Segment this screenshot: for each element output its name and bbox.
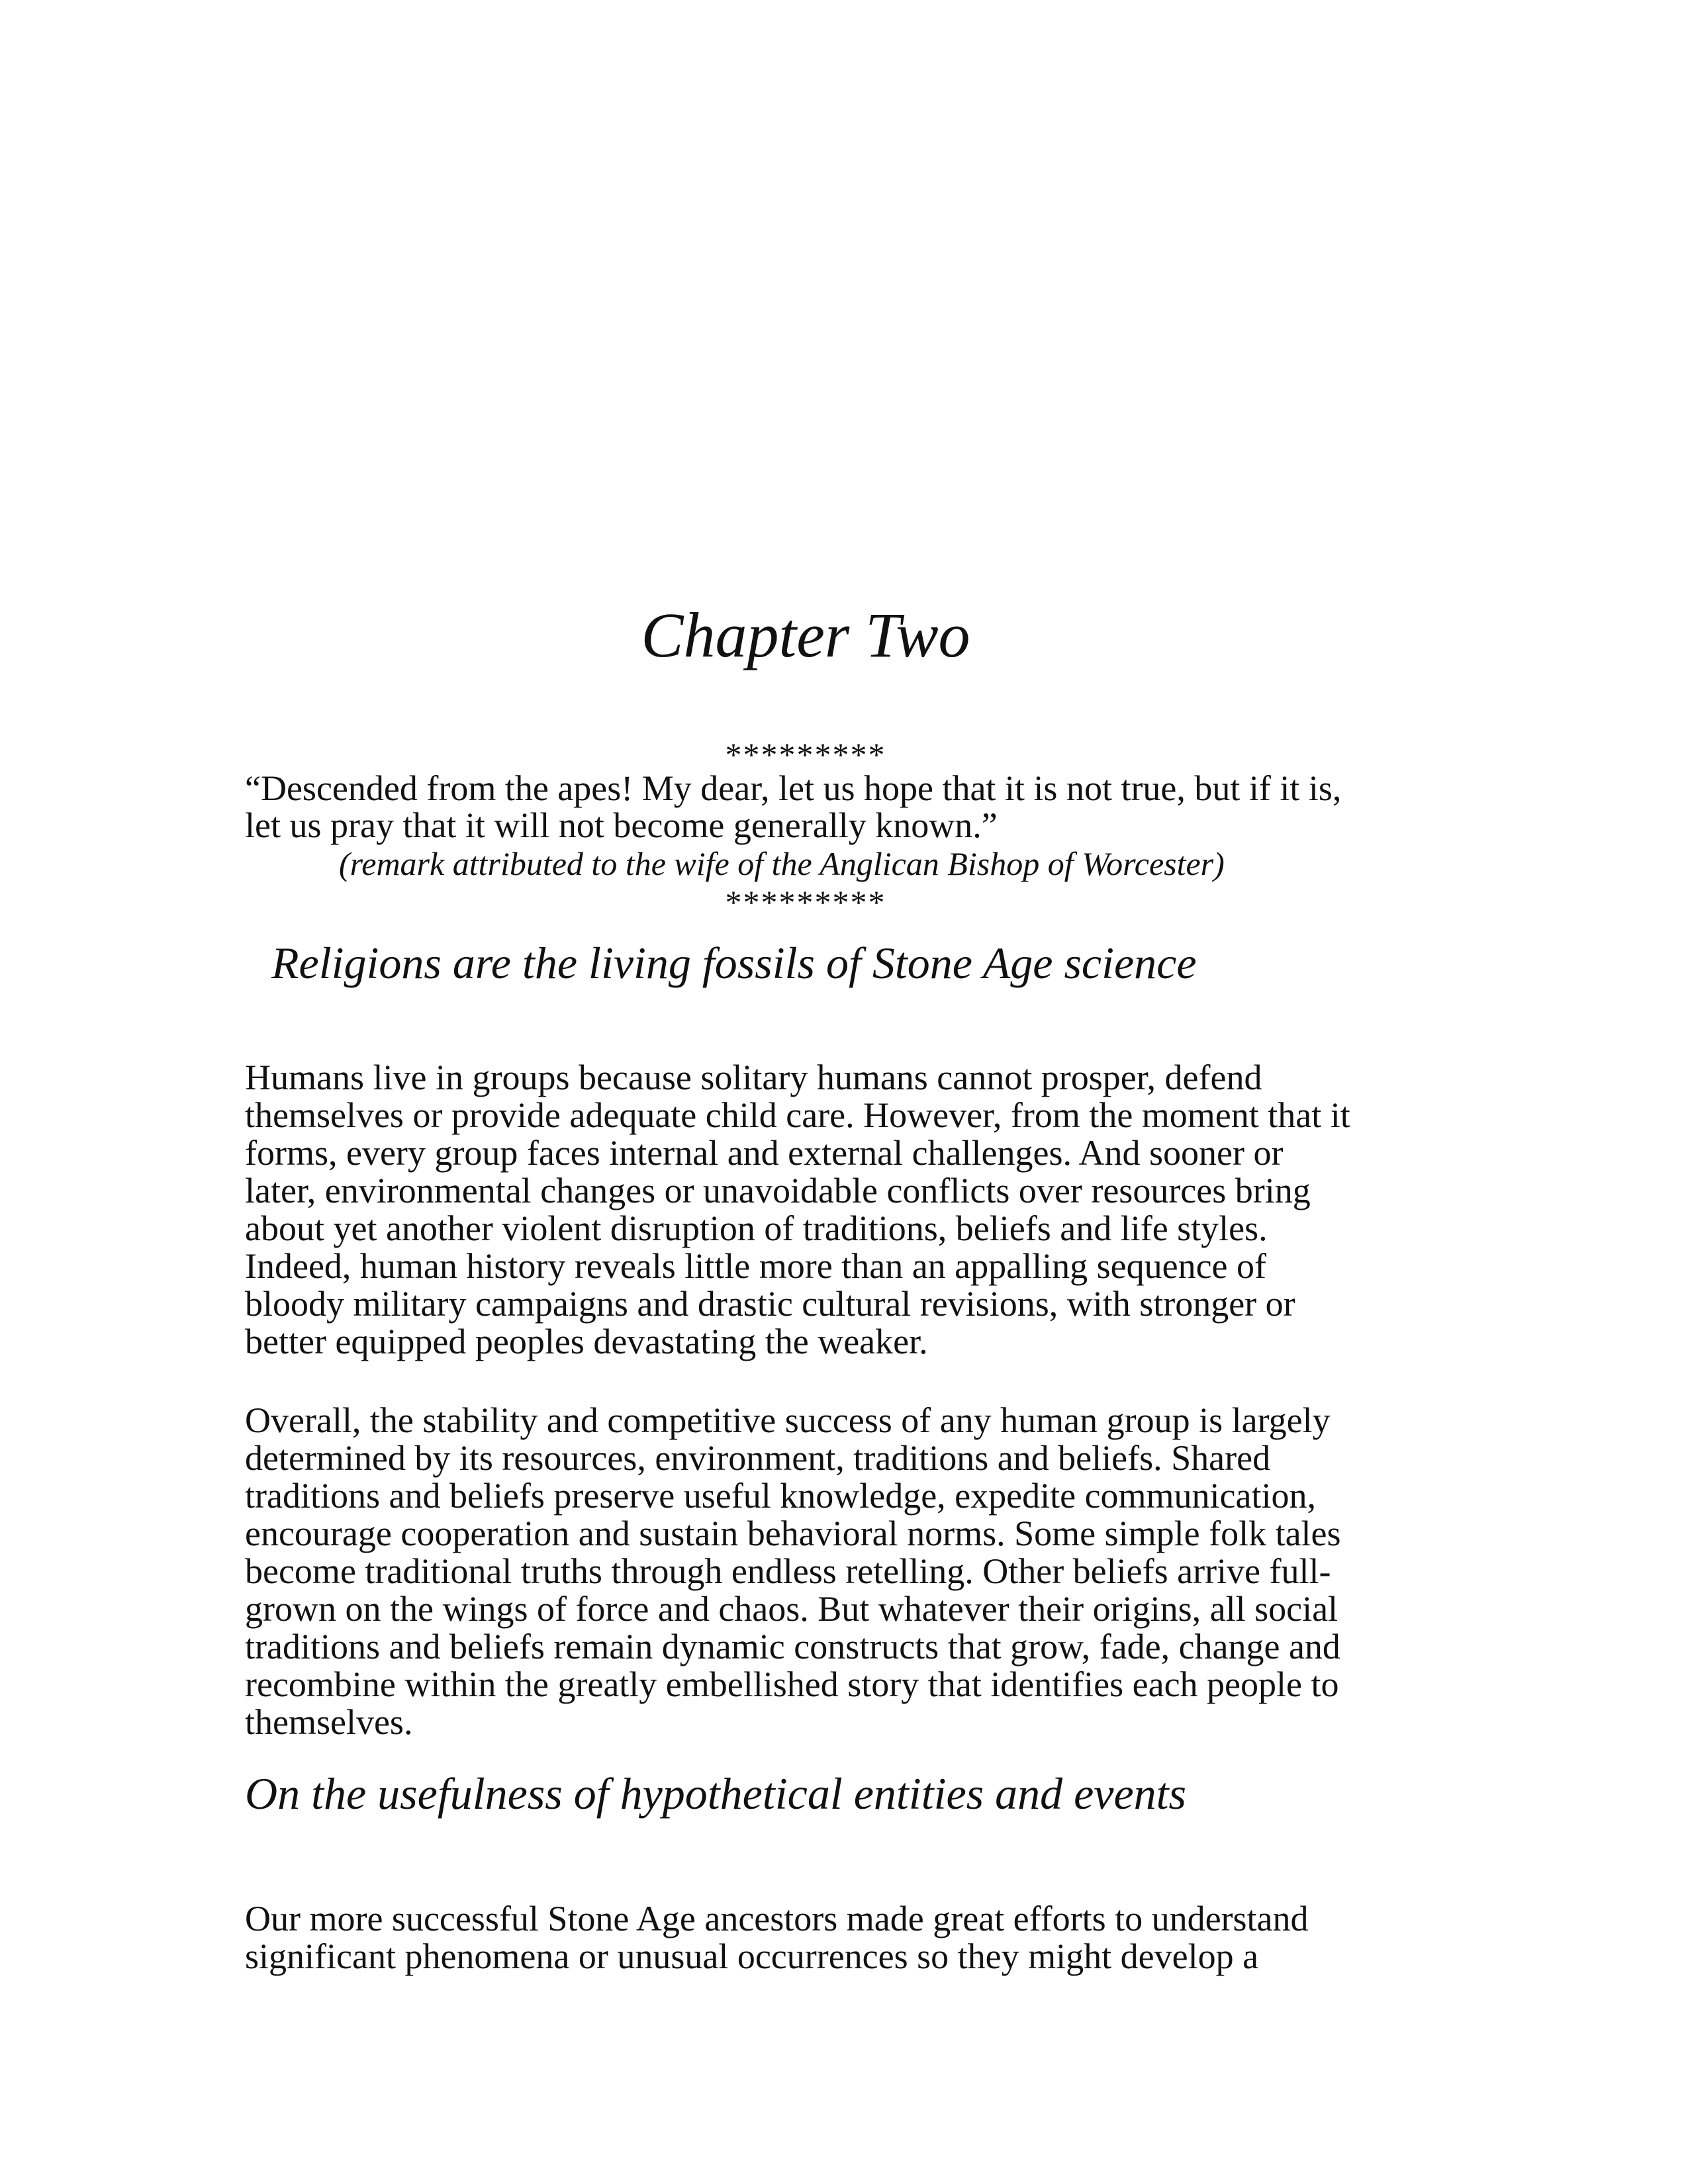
epigraph-attribution: (remark attributed to the wife of the Anglican Bishop of Worcester)	[339, 845, 1225, 882]
paragraph-line: themselves.	[245, 1702, 413, 1742]
paragraph-line: encourage cooperation and sustain behavioral norms. Some simple folk tales	[245, 1514, 1341, 1553]
paragraph-line: become traditional truths through endless retelling. Other beliefs arrive full-	[245, 1551, 1331, 1591]
paragraph-line: forms, every group faces internal and external challenges. And sooner or	[245, 1133, 1284, 1173]
paragraph-line: Our more successful Stone Age ancestors made great efforts to understand	[245, 1899, 1309, 1938]
body-paragraph	[245, 1059, 1446, 1361]
chapter-title: Chapter Two	[641, 600, 970, 670]
section-heading: Religions are the living fossils of Stone Age science	[271, 938, 1197, 988]
epigraph-separator-bottom: *********	[725, 884, 886, 921]
paragraph-line: traditions and beliefs remain dynamic constructs that grow, fade, change and	[245, 1627, 1340, 1666]
paragraph-line: grown on the wings of force and chaos. But whatever their origins, all social	[245, 1589, 1338, 1629]
paragraph-line: traditions and beliefs preserve useful knowledge, expedite communication,	[245, 1476, 1316, 1516]
paragraph-line: themselves or provide adequate child care. However, from the moment that it	[245, 1095, 1350, 1135]
epigraph-quote	[245, 770, 1436, 844]
paragraph-line: bloody military campaigns and drastic cultural revisions, with stronger or	[245, 1284, 1295, 1324]
paragraph-line: Overall, the stability and competitive success of any human group is largely	[245, 1400, 1331, 1440]
body-paragraph	[245, 1900, 1446, 1976]
epigraph-quote-line: “Descended from the apes! My dear, let us hope that it is not true, but if it is,	[245, 768, 1342, 808]
section-heading: On the usefulness of hypothetical entities and events	[245, 1768, 1187, 1819]
paragraph-line: Indeed, human history reveals little more than an appalling sequence of	[245, 1246, 1266, 1286]
paragraph-line: later, environmental changes or unavoidable conflicts over resources bring	[245, 1171, 1311, 1210]
epigraph-quote-line: let us pray that it will not become generally known.”	[245, 805, 998, 845]
paragraph-line: about yet another violent disruption of traditions, beliefs and life styles.	[245, 1208, 1268, 1248]
paragraph-line: better equipped peoples devastating the weaker.	[245, 1322, 928, 1361]
paragraph-line: significant phenomena or unusual occurrences so they might develop a	[245, 1936, 1259, 1976]
paragraph-line: Humans live in groups because solitary humans cannot prosper, defend	[245, 1058, 1262, 1097]
body-paragraph	[245, 1402, 1446, 1741]
paragraph-line: determined by its resources, environment, traditions and beliefs. Shared	[245, 1438, 1271, 1478]
paragraph-line: recombine within the greatly embellished story that identifies each people to	[245, 1664, 1339, 1704]
epigraph-separator-top: *********	[725, 736, 886, 773]
